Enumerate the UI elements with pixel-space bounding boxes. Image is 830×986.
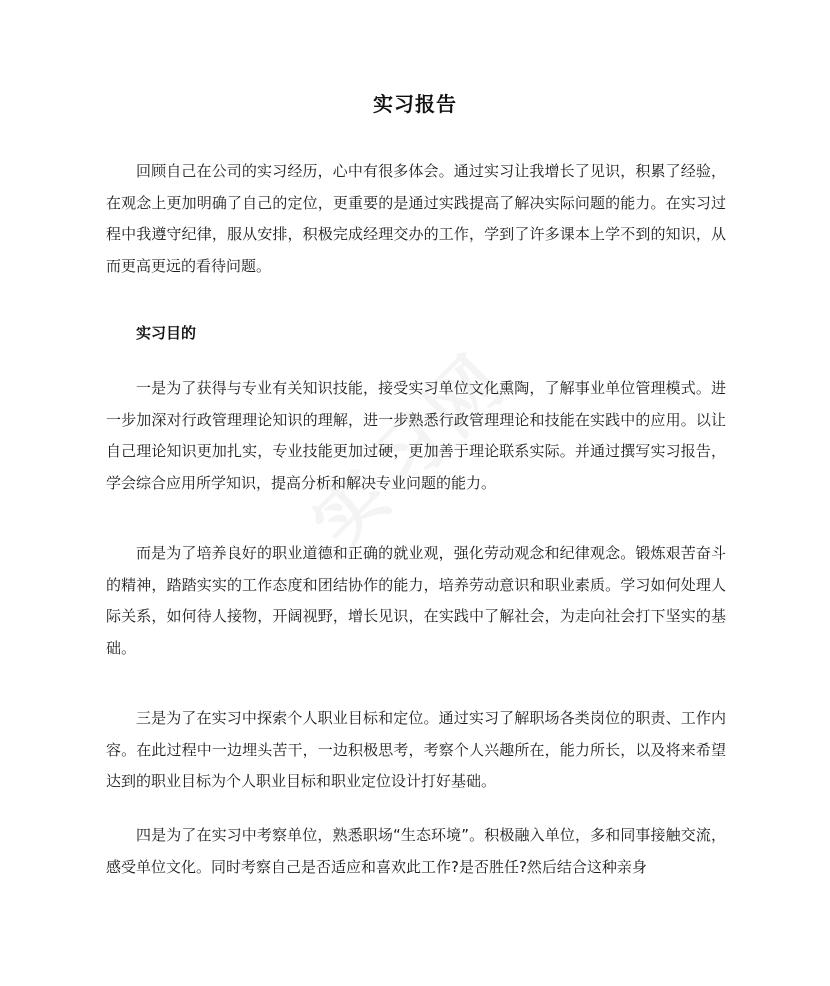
paragraph-purpose-4: 四是为了在实习中考察单位，熟悉职场“生态环境”。积极融入单位，多和同事接触交流，感受单位文化。同时考察自己是否适应和喜欢此工作?是否胜任?然后结合这种亲身 <box>106 826 726 876</box>
page-title: 实习报告 <box>373 92 457 116</box>
paragraph-purpose-2: 而是为了培养良好的职业道德和正确的就业观，强化劳动观念和纪律观念。锻炼艰苦奋斗的精神，踏踏实实的工作态度和团结协作的能力，培养劳动意识和职业素质。学习如何处理人际关系，如何待人接物，开阔视野，增长见识，在实践中了解社会，为走向社会打下坚实的基础。 <box>106 544 726 657</box>
paragraph-purpose-3: 三是为了在实习中探索个人职业目标和定位。通过实习了解职场各类岗位的职责、工作内容。在此过程中一边埋头苦干，一边积极思考，考察个人兴趣所在，能力所长，以及将来希望达到的职业目标为个人职业目标和职业定位设计打好基础。 <box>106 709 726 790</box>
paragraph-purpose-1: 一是为了获得与专业有关知识技能，接受实习单位文化熏陶，了解事业单位管理模式。进一步加深对行政管理理论知识的理解，进一步熟悉行政管理理论和技能在实践中的应用。以让自己理论知识更加扎实，专业技能更加过硬，更加善于理论联系实际。并通过撰写实习报告，学会综合应用所学知识，提高分析和解决专业问题的能力。 <box>106 379 726 492</box>
section-heading-purpose: 实习目的 <box>136 324 197 342</box>
paragraph-intro: 回顾自己在公司的实习经历，心中有很多体会。通过实习让我增长了见识，积累了经验，在观念上更加明确了自己的定位，更重要的是通过实践提高了解决实际问题的能力。在实习过程中我遵守纪律，服从安排，积极完成经理交办的工作，学到了许多课本上学不到的知识，从而更高更远的看待问题。 <box>106 162 726 275</box>
